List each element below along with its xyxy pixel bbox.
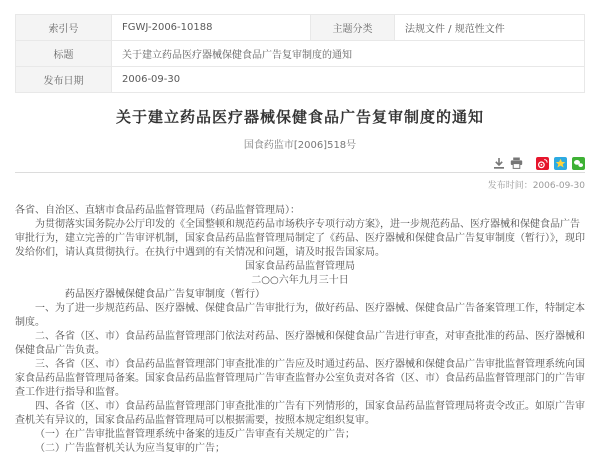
header-divider [15,172,585,173]
qzone-share-icon[interactable] [554,157,567,170]
clause-4-item-2: （二）广告监督机关认为应当复审的广告； [35,443,225,454]
article-body [15,204,585,456]
topic-category-value: 法规文件 / 规范性文件 [395,15,585,41]
regulation-subtitle: 药品医疗器械保健食品广告复审制度（暂行） [65,289,265,300]
publish-date-value: 2006-09-30 [112,67,585,93]
publish-date-label: 发布日期 [16,67,112,93]
metadata-table [15,14,585,93]
clause-4-item-1: （一）在广告审批监督管理系统中备案的违反广告审查有关规定的广告； [35,429,355,440]
download-icon[interactable] [493,157,505,169]
topic-category-label: 主题分类 [311,15,395,41]
table-row [16,15,585,41]
document-number: 国食药监市[2006]518号 [243,140,357,151]
index-number-label: 索引号 [16,15,112,41]
index-number-value: FGWJ-2006-10188 [112,15,311,41]
table-row [16,41,585,67]
salutation-line: 各省、自治区、直辖市食品药品监督管理局（药品监督管理局）： [15,205,300,216]
table-row [16,67,585,93]
doc-title-label: 标题 [16,41,112,67]
clause-4: 四、各省（区、市）食品药品监督管理部门审查批准的广告有下列情形的，国家食品药品监督管理局将责令改正。如原广告审查机关有异议的，国家食品药品监督管理局可以根据需要，按照本规定组织复审。 [15,401,585,426]
doc-title-value: 关于建立药品医疗器械保健食品广告复审制度的通知 [112,41,585,67]
clause-2: 二、各省（区、市）食品药品监督管理部门依法对药品、医疗器械和保健食品广告进行审查，对审查批准的药品、医疗器械和保健食品广告负责。 [15,331,585,356]
signature-org: 国家食品药品监督管理局 [245,261,355,272]
share-toolbar [15,156,585,170]
signature-date: 二○○六年九月三十日 [251,275,349,286]
print-icon[interactable] [510,157,523,169]
page-title: 关于建立药品医疗器械保健食品广告复审制度的通知 [115,108,484,126]
publish-time-text: 发布时间：2006-09-30 [487,181,585,191]
weibo-share-icon[interactable] [536,157,549,170]
clause-3: 三、各省（区、市）食品药品监督管理部门审查批准的广告应及时通过药品、医疗器械和保健食品广告审批监督管理系统向国家食品药品监督管理局备案。国家食品药品监督管理局广告审查监督办公室负责对各省（区、市）食品药品监督管理部门的广告审查工作进行指导和监督。 [15,359,585,398]
clause-1: 一、为了进一步规范药品、医疗器械、保健食品广告审批行为，做好药品、医疗器械、保健食品广告备案管理工作，特制定本制度。 [15,303,585,328]
wechat-share-icon[interactable] [572,157,585,170]
intro-paragraph: 为贯彻落实国务院办公厅印发的《全国整顿和规范药品市场秩序专项行动方案》，进一步规范药品、医疗器械和保健食品广告审批行为，建立完善的广告审评机制，国家食品药品监督管理局制定了《药品、医疗器械和保健食品广告复审制度（暂行）》，现印发给你们，请认真贯彻执行。在执行中遇到的有关情况和问题，请及时报告国家局。 [15,219,585,258]
